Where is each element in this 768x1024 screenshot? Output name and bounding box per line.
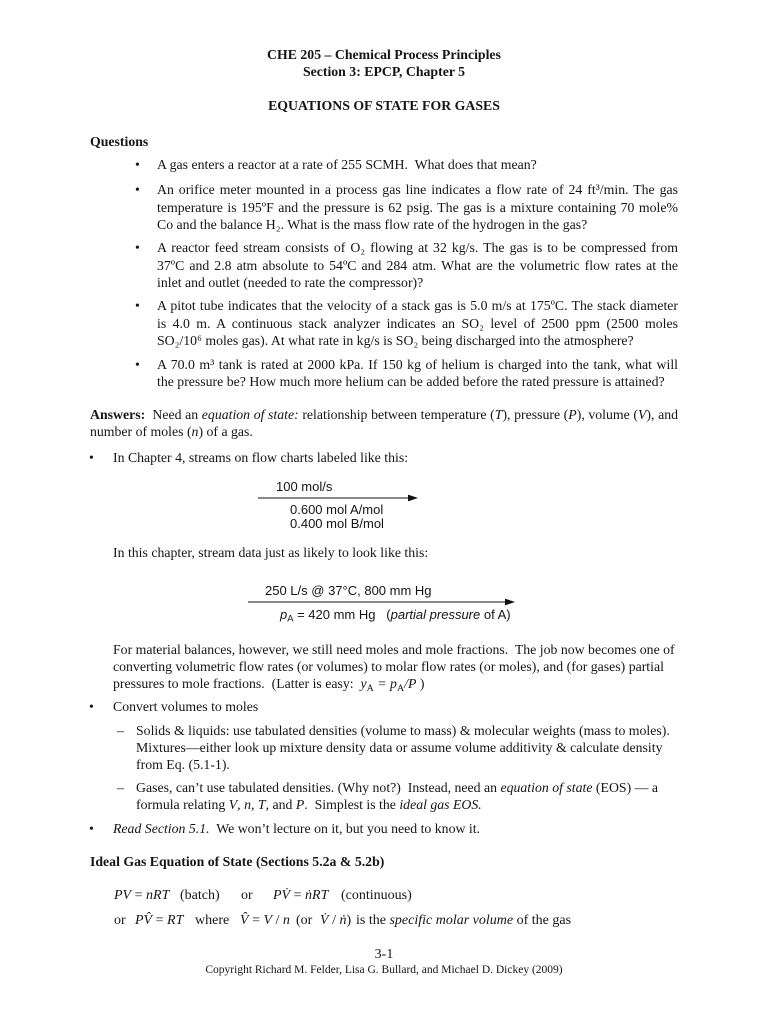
subitem-line [136, 779, 658, 797]
symbol-volume: V [228, 797, 238, 812]
course-title: CHE 205 – Chemical Process Principles [267, 47, 501, 62]
question-line: An orifice meter mounted in a process gas line indicates a flow rate of 24 ft³/min. The gas [157, 182, 678, 197]
specific-volume-equation [135, 912, 183, 930]
subscript: A [396, 682, 405, 694]
partial-pressure-label [280, 608, 511, 622]
bullet: • [89, 699, 94, 714]
eq-equals: = [290, 888, 306, 903]
chapter5-text: In this chapter, stream data just as likely to look like this: [113, 545, 429, 560]
symbol-partial-pressure: p [280, 607, 288, 622]
symbol-volumetric-flow: V̇ [320, 913, 329, 928]
symbol-temperature: T [257, 797, 266, 812]
bullet: • [135, 357, 140, 372]
bullet: • [135, 182, 140, 197]
specific-volume-definition [240, 912, 290, 930]
symbol-pressure: P [407, 676, 417, 691]
eq-rhs: ṅRT [305, 888, 329, 903]
stream-conditions-label: 250 L/s @ 37°C, 800 mm Hg [265, 583, 432, 598]
where-connector: where [195, 913, 230, 928]
subscript: A [366, 682, 374, 694]
convert-text: Convert volumes to moles [113, 699, 259, 714]
alt-close: ) [346, 913, 352, 928]
question-line: A gas enters a reactor at a rate of 255 SCMH. What does that mean? [157, 157, 537, 172]
answers-line [90, 423, 253, 441]
question-line: A pitot tube indicates that the velocity of a stack gas is 5.0 m/s at 175ºC. The stack diameter [157, 298, 678, 313]
eq-equals: = [248, 913, 264, 928]
eq-lhs: PV̂ [135, 913, 153, 928]
text-run: ) [416, 676, 425, 691]
bullet: • [89, 821, 94, 836]
symbol-volume: V [263, 913, 273, 928]
eq-rhs: nRT [146, 888, 170, 903]
text-run: ), pressure ( [502, 407, 569, 422]
symbol-volume: V [637, 407, 647, 422]
paragraph-line [113, 675, 424, 693]
eq-slash: / [272, 913, 283, 928]
term-equation-of-state: equation of state: [201, 407, 299, 422]
stream-arrow-head [505, 599, 515, 606]
question-line: the pressure be? How much more helium can be added before the rated pressure is attained? [157, 374, 665, 389]
continuous-equation [273, 887, 328, 905]
term-specific-molar-volume: specific molar volume [389, 913, 514, 928]
symbol-temperature: T [494, 407, 503, 422]
dash: – [117, 723, 124, 738]
question-line: A 70.0 m³ tank is rated at 2000 kPa. If 150 kg of helium is charged into the tank, what will [157, 357, 678, 372]
questions-heading: Questions [90, 134, 149, 149]
text-run: number of moles ( [90, 424, 192, 439]
batch-label: (batch) [180, 888, 220, 903]
question-line: 37ºC and 2.8 atm absolute to 54ºC and 284 atm. What are the volumetric flow rates at the [157, 258, 678, 273]
or-connector: or [241, 888, 253, 903]
text-run: ), and [646, 407, 679, 422]
text-run: / [404, 676, 408, 691]
question-line: A reactor feed stream consists of O₂ flowing at 32 kg/s. The gas is to be compressed from [157, 240, 678, 255]
text-run: ) of a gas. [198, 424, 253, 439]
question-line: SO₂/10⁶ moles gas). At what rate in kg/s is SO₂ being discharged into the atmosphere? [157, 333, 634, 348]
page-title: EQUATIONS OF STATE FOR GASES [268, 98, 500, 113]
paragraph-line: converting volumetric flow rates (or volumes) to molar flow rates (or moles), and (for gases) partial [113, 659, 664, 674]
eq-rhs: RT [167, 913, 184, 928]
bullet: • [135, 240, 140, 255]
text-run: . Simplest is the [304, 797, 400, 812]
symbol-molar-flow: ṅ [339, 913, 347, 928]
term-partial-pressure: partial pressure [390, 607, 481, 622]
text-run: of A) [480, 607, 511, 622]
subscript: A [287, 613, 294, 624]
term-ideal-gas-eos: ideal gas EOS. [399, 797, 482, 812]
page-number: 3-1 [374, 947, 394, 962]
text-run: Need an [145, 407, 202, 422]
symbol-mole-fraction: y [360, 676, 367, 691]
chapter4-text: In Chapter 4, streams on flow charts labeled like this: [113, 450, 409, 465]
text-run: formula relating [136, 797, 229, 812]
eq-lhs: PV [114, 888, 132, 903]
text-run: of the gas [513, 913, 572, 928]
text-run: pressures to mole fractions. (Latter is easy: [113, 676, 361, 691]
symbol-moles: n [244, 797, 251, 812]
text-run: , and [265, 797, 296, 812]
text-run: , [237, 797, 245, 812]
alt-open: (or [296, 913, 313, 928]
eq-slash: / [328, 913, 340, 928]
answers-line [90, 406, 678, 424]
question-line: temperature is 195ºF and the pressure is 62 psig. The gas is a mixture containing 70 mole% [157, 200, 678, 215]
answers-label: Answers: [90, 407, 146, 422]
stream-fraction-a: 0.600 mol A/mol [290, 502, 384, 517]
eq-lhs: PV̇ [273, 888, 291, 903]
bullet: • [135, 298, 140, 313]
symbol-moles: n [282, 913, 290, 928]
symbol-pressure: P [568, 407, 577, 422]
text-run: = [373, 676, 391, 691]
text-run: , [250, 797, 258, 812]
ideal-gas-heading: Ideal Gas Equation of State (Sections 5.2a & 5.2b) [90, 854, 385, 869]
continuous-label: (continuous) [341, 888, 412, 903]
bullet: • [89, 450, 94, 465]
section-subtitle: Section 3: EPCP, Chapter 5 [302, 64, 466, 79]
subitem-line: Solids & liquids: use tabulated densities (volume to mass) & molecular weights (mass to moles). [136, 723, 670, 738]
text-run: is the [356, 913, 390, 928]
text-run: We won’t lecture on it, but you need to know it. [209, 821, 481, 836]
subitem-line [136, 796, 482, 814]
symbol-pressure: P [295, 797, 305, 812]
question-line: Co and the balance H₂. What is the mass flow rate of the hydrogen in the gas? [157, 217, 588, 232]
question-line: inlet and outlet (needed to rate the compressor)? [157, 275, 424, 290]
alt-definition [320, 912, 351, 930]
paragraph-line: For material balances, however, we still need moles and mole fractions. The job now becomes one of [113, 642, 675, 657]
symbol-specific-volume: V̂ [240, 913, 249, 928]
subitem-line: Mixtures—either look up mixture density data or assume volume additivity & calculate density [136, 740, 663, 755]
stream-flow-label: 100 mol/s [276, 479, 333, 494]
eq-equals: = [152, 913, 168, 928]
stream-arrow-head [408, 495, 418, 502]
text-run: relationship between temperature ( [298, 407, 495, 422]
read-section-ref: Read Section 5.1. [113, 821, 210, 836]
text-run: = 420 mm Hg ( [293, 607, 391, 622]
text-run: Gases, can’t use tabulated densities. (Why not?) Instead, need an [136, 780, 501, 795]
subitem-line: from Eq. (5.1-1). [136, 757, 230, 772]
or-connector: or [114, 913, 126, 928]
copyright-notice: Copyright Richard M. Felder, Lisa G. Bullard, and Michael D. Dickey (2009) [205, 964, 563, 976]
stream-fraction-b: 0.400 mol B/mol [290, 516, 384, 531]
symbol-moles: n [191, 424, 199, 439]
question-line: is 4.0 m. A continuous stack analyzer indicates an SO₂ level of 2500 ppm (2500 moles [157, 316, 678, 331]
specific-volume-description [356, 912, 571, 930]
dash: – [117, 780, 124, 795]
batch-equation [114, 887, 169, 905]
text-run: (EOS) — a [592, 780, 658, 795]
text-run: ), volume ( [576, 407, 638, 422]
read-section-note [113, 820, 480, 838]
symbol-partial-pressure: p [390, 676, 397, 691]
term-equation-of-state: equation of state [500, 780, 593, 795]
eq-equals: = [131, 888, 147, 903]
bullet: • [135, 157, 140, 172]
